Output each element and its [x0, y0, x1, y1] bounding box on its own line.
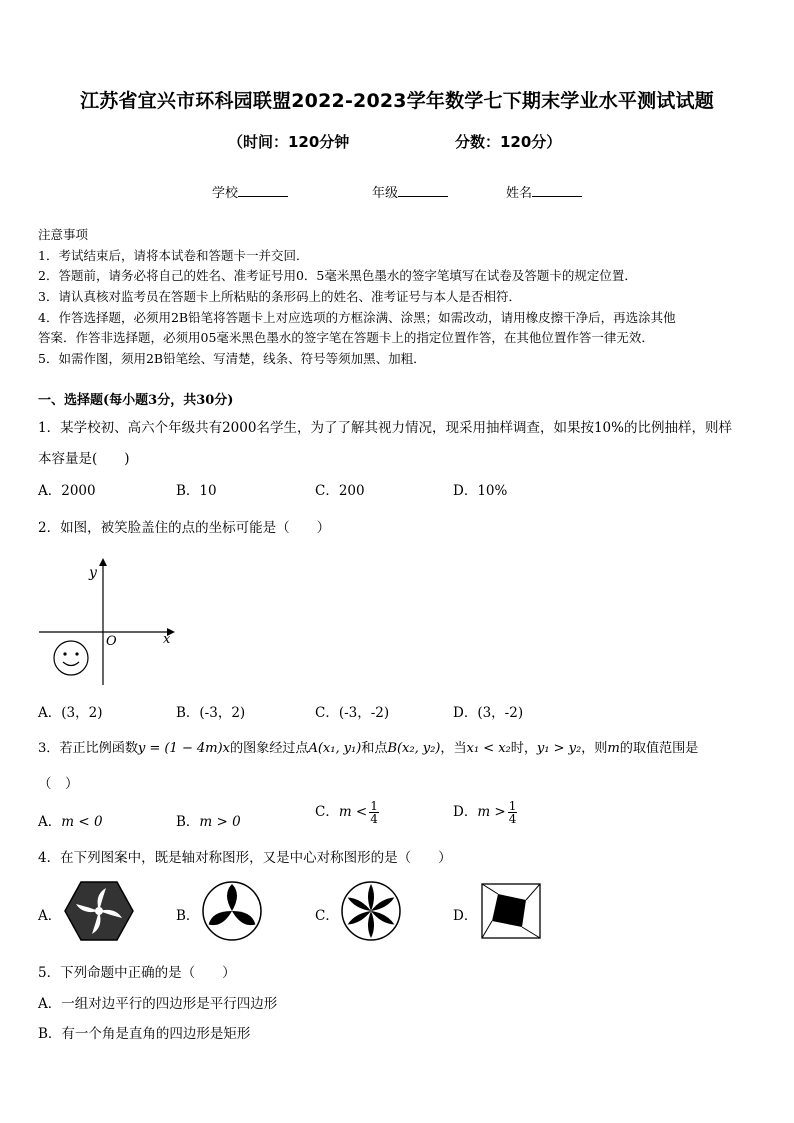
- q1-stem-line1: 1．某学校初、高六个年级共有2000名学生，为了了解其视力情况，现采用抽样调查，如果按10%的比例抽样，则样: [38, 420, 732, 436]
- q3-option-b: [176, 810, 241, 830]
- q4-label-b: B．: [176, 908, 200, 924]
- q5-option-b: B．有一个角是直角的四边形是矩形: [38, 1026, 251, 1042]
- option-label: C．: [315, 804, 339, 820]
- q3-point-b: B(x₂, y₂): [387, 741, 441, 756]
- q2-stem: 2．如图，被笑脸盖住的点的坐标可能是（ ）: [38, 520, 331, 536]
- q2-option-b: B．(-3，2): [176, 705, 246, 721]
- q3-condition-y: y₁ > y₂: [536, 741, 582, 756]
- q3-stem-line2: （ ）: [38, 776, 79, 792]
- q4-stem: 4．在下列图案中，既是轴对称图形，又是中心对称图形的是（ ）: [38, 850, 452, 866]
- q1-option-b: B．10: [176, 483, 217, 499]
- option-expr: m > 0: [199, 814, 241, 830]
- q4-label-d: D．: [453, 908, 478, 924]
- option-expr: m <: [338, 804, 368, 820]
- q3-text: 3．若正比例函数: [38, 741, 138, 756]
- name-blank: [532, 185, 582, 197]
- name-field: [506, 182, 582, 201]
- y-axis-arrow: [99, 558, 107, 566]
- q3-option-a: [38, 810, 103, 830]
- option-label: B．: [176, 814, 200, 830]
- x-axis-label: x: [163, 632, 171, 647]
- grade-field: [372, 182, 448, 201]
- q3-option-c: [315, 800, 379, 825]
- page-title: 江苏省宜兴市环科园联盟2022-2023学年数学七下期末学业水平测试试题: [80, 90, 714, 112]
- q4-label-a: A．: [38, 908, 62, 924]
- q3-text: ，则: [581, 741, 608, 756]
- notice-heading: 注意事项: [38, 227, 89, 242]
- q1-stem-line2: 本容量是( ): [38, 451, 130, 467]
- notice-item: 答案．作答非选择题，必须用05毫米黑色墨水的签字笔在答题卡上的指定位置作答，在其他位置作答一律无效．: [38, 330, 654, 345]
- fraction-denominator: 4: [370, 812, 378, 826]
- grade-label: 年级: [372, 186, 399, 201]
- option-expr: m >: [477, 804, 506, 820]
- q1-option-a: A．2000: [38, 483, 96, 499]
- option-expr: m < 0: [61, 814, 103, 830]
- q3-text: ，当: [440, 741, 467, 756]
- exam-time: （时间：120分钟: [228, 133, 350, 151]
- q2-option-d: D．(3，-2): [453, 705, 524, 721]
- notice-item: 4．作答选择题，必须用2B铅笔将答题卡上对应选项的方框涂满、涂黑；如需改动，请用橡皮擦干净后，再选涂其他: [38, 310, 676, 325]
- hexagon-pattern-icon: [64, 880, 134, 942]
- q3-condition-x: x₁ < x₂: [466, 741, 511, 756]
- grade-blank: [398, 185, 448, 197]
- smiley-face-icon: [54, 641, 88, 675]
- y-axis-label: y: [89, 565, 97, 581]
- fraction: [508, 800, 518, 825]
- fraction-numerator: 1: [370, 799, 378, 813]
- q3-text: 时，: [510, 741, 537, 756]
- fraction-numerator: 1: [508, 799, 517, 813]
- origin-label: O: [106, 634, 117, 649]
- q2-option-c: C．(-3，-2): [315, 705, 390, 721]
- square-in-square-icon: [478, 880, 544, 942]
- q3-stem-line1: [38, 737, 698, 756]
- section-heading: 一、选择题(每小题3分，共30分): [38, 393, 234, 408]
- fraction: [369, 800, 379, 825]
- q5-stem: 5．下列命题中正确的是（ ）: [38, 965, 236, 981]
- q3-function: y = (1 − 4m)x: [137, 741, 230, 756]
- q3-text: 和点: [361, 741, 388, 756]
- q3-point-a: A(x₁, y₁): [308, 741, 362, 756]
- q3-text: 的取值范围是: [619, 741, 699, 756]
- notice-item: 2．答题前，请务必将自己的姓名、准考证号用0．5毫米黑色墨水的签字笔填写在试卷及答题卡的规定位置．: [38, 268, 637, 283]
- q3-variable: m: [607, 741, 620, 756]
- school-blank: [238, 185, 288, 197]
- q3-option-d: [453, 800, 517, 825]
- exam-score: 分数：120分）: [455, 133, 562, 151]
- three-petal-circle-icon: [201, 880, 263, 942]
- q1-option-c: C．200: [315, 483, 365, 499]
- coordinate-figure: [36, 555, 186, 690]
- fraction-denominator: 4: [508, 812, 517, 826]
- q2-option-a: A．(3，2): [38, 705, 103, 721]
- six-petal-circle-icon: [340, 880, 402, 942]
- q4-label-c: C．: [315, 908, 339, 924]
- notice-item: 3．请认真核对监考员在答题卡上所粘贴的条形码上的姓名、准考证号与本人是否相符．: [38, 289, 521, 304]
- notice-item: 1．考试结束后，请将本试卷和答题卡一并交回．: [38, 248, 309, 263]
- name-label: 姓名: [506, 186, 533, 201]
- q5-option-a: A．一组对边平行的四边形是平行四边形: [38, 996, 278, 1012]
- option-label: D．: [453, 804, 478, 820]
- option-label: A．: [38, 814, 62, 830]
- notice-item: 5．如需作图，须用2B铅笔绘、写清楚，线条、符号等须加黑、加粗．: [38, 351, 426, 366]
- school-field: [212, 182, 288, 201]
- q1-option-d: D．10%: [453, 483, 508, 499]
- school-label: 学校: [212, 186, 239, 201]
- q3-text: 的图象经过点: [229, 741, 309, 756]
